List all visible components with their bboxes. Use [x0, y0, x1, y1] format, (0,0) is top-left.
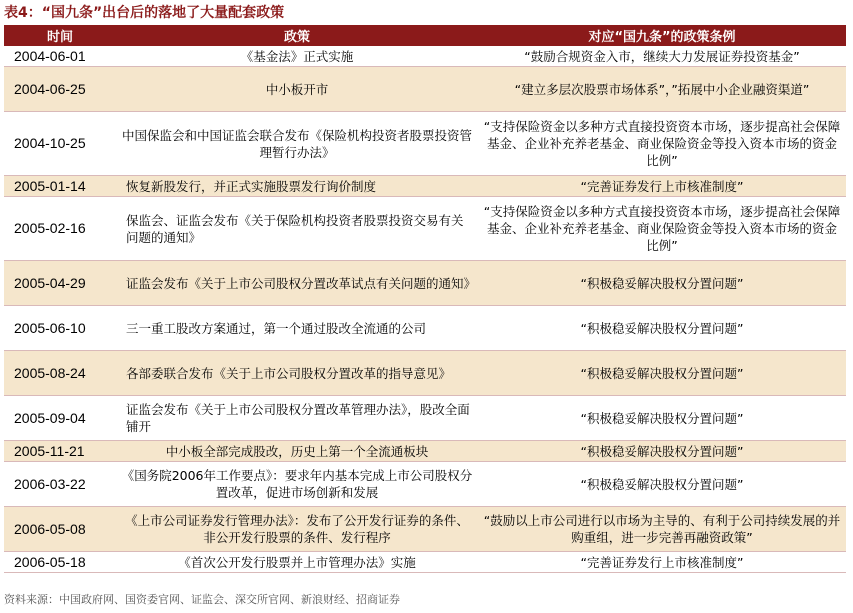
row-clause: “完善证券发行上市核准制度” — [478, 552, 846, 573]
table-row — [4, 552, 846, 573]
row-date: 2005-01-14 — [4, 176, 116, 197]
row-policy: 证监会发布《关于上市公司股权分置改革管理办法》，股改全面铺开 — [116, 396, 478, 441]
row-policy: 中国保监会和中国证监会联合发布《保险机构投资者股票投资管理暂行办法》 — [116, 112, 478, 176]
row-policy: 各部委联合发布《关于上市公司股权分置改革的指导意见》 — [116, 351, 478, 396]
row-clause: “积极稳妥解决股权分置问题” — [478, 351, 846, 396]
row-clause: “鼓励以上市公司进行以市场为主导的、有利于公司持续发展的并购重组，进一步完善再融资政策” — [478, 507, 846, 552]
row-date: 2005-02-16 — [4, 197, 116, 261]
row-date: 2005-09-04 — [4, 396, 116, 441]
table-row — [4, 507, 846, 552]
row-clause: “支持保险资金以多种方式直接投资资本市场，逐步提高社会保障基金、企业补充养老基金、商业保险资金等投入资本市场的资金比例” — [478, 112, 846, 176]
row-policy: 恢复新股发行，并正式实施股票发行询价制度 — [116, 176, 478, 197]
table-row — [4, 67, 846, 112]
row-clause: “积极稳妥解决股权分置问题” — [478, 462, 846, 507]
row-date: 2006-05-18 — [4, 552, 116, 573]
table-row — [4, 351, 846, 396]
row-date: 2006-05-08 — [4, 507, 116, 552]
row-policy: 证监会发布《关于上市公司股权分置改革试点有关问题的通知》 — [116, 261, 478, 306]
row-date: 2004-10-25 — [4, 112, 116, 176]
row-policy: 《基金法》正式实施 — [116, 46, 478, 67]
table-row — [4, 176, 846, 197]
header-clause: 对应“国九条”的政策条例 — [478, 25, 846, 46]
row-clause: “鼓励合规资金入市，继续大力发展证券投资基金” — [478, 46, 846, 67]
table-row — [4, 46, 846, 67]
row-policy: 《上市公司证券发行管理办法》：发布了公开发行证券的条件、非公开发行股票的条件、发行程序 — [116, 507, 478, 552]
row-policy: 中小板全部完成股改，历史上第一个全流通板块 — [116, 441, 478, 462]
row-clause: “建立多层次股票市场体系”，”拓展中小企业融资渠道” — [478, 67, 846, 112]
table-row — [4, 261, 846, 306]
table-row — [4, 306, 846, 351]
row-clause: “支持保险资金以多种方式直接投资资本市场，逐步提高社会保障基金、企业补充养老基金、商业保险资金等投入资本市场的资金比例” — [478, 197, 846, 261]
row-date: 2006-03-22 — [4, 462, 116, 507]
table-row — [4, 197, 846, 261]
row-clause: “积极稳妥解决股权分置问题” — [478, 441, 846, 462]
row-date: 2005-06-10 — [4, 306, 116, 351]
header-policy: 政策 — [116, 25, 478, 46]
row-date: 2005-04-29 — [4, 261, 116, 306]
row-clause: “积极稳妥解决股权分置问题” — [478, 306, 846, 351]
row-policy: 三一重工股改方案通过，第一个通过股改全流通的公司 — [116, 306, 478, 351]
row-policy: 《国务院2006年工作要点》：要求年内基本完成上市公司股权分置改革，促进市场创新和发展 — [116, 462, 478, 507]
row-policy: 《首次公开发行股票并上市管理办法》实施 — [116, 552, 478, 573]
row-policy: 中小板开市 — [116, 67, 478, 112]
row-date: 2005-11-21 — [4, 441, 116, 462]
policy-table — [4, 25, 846, 573]
table-row — [4, 441, 846, 462]
row-clause: “积极稳妥解决股权分置问题” — [478, 261, 846, 306]
row-clause: “积极稳妥解决股权分置问题” — [478, 396, 846, 441]
row-date: 2005-08-24 — [4, 351, 116, 396]
table-header-row — [4, 25, 846, 46]
row-date: 2004-06-25 — [4, 67, 116, 112]
table-row — [4, 462, 846, 507]
row-date: 2004-06-01 — [4, 46, 116, 67]
source-note: 资料来源：中国政府网、国资委官网、证监会、深交所官网、新浪财经、招商证券 — [4, 593, 400, 606]
row-policy: 保监会、证监会发布《关于保险机构投资者股票投资交易有关问题的通知》 — [116, 197, 478, 261]
row-clause: “完善证券发行上市核准制度” — [478, 176, 846, 197]
table-row — [4, 112, 846, 176]
table-title: 表4：“国九条”出台后的落地了大量配套政策 — [4, 5, 285, 21]
table-row — [4, 396, 846, 441]
header-time: 时间 — [4, 25, 116, 46]
